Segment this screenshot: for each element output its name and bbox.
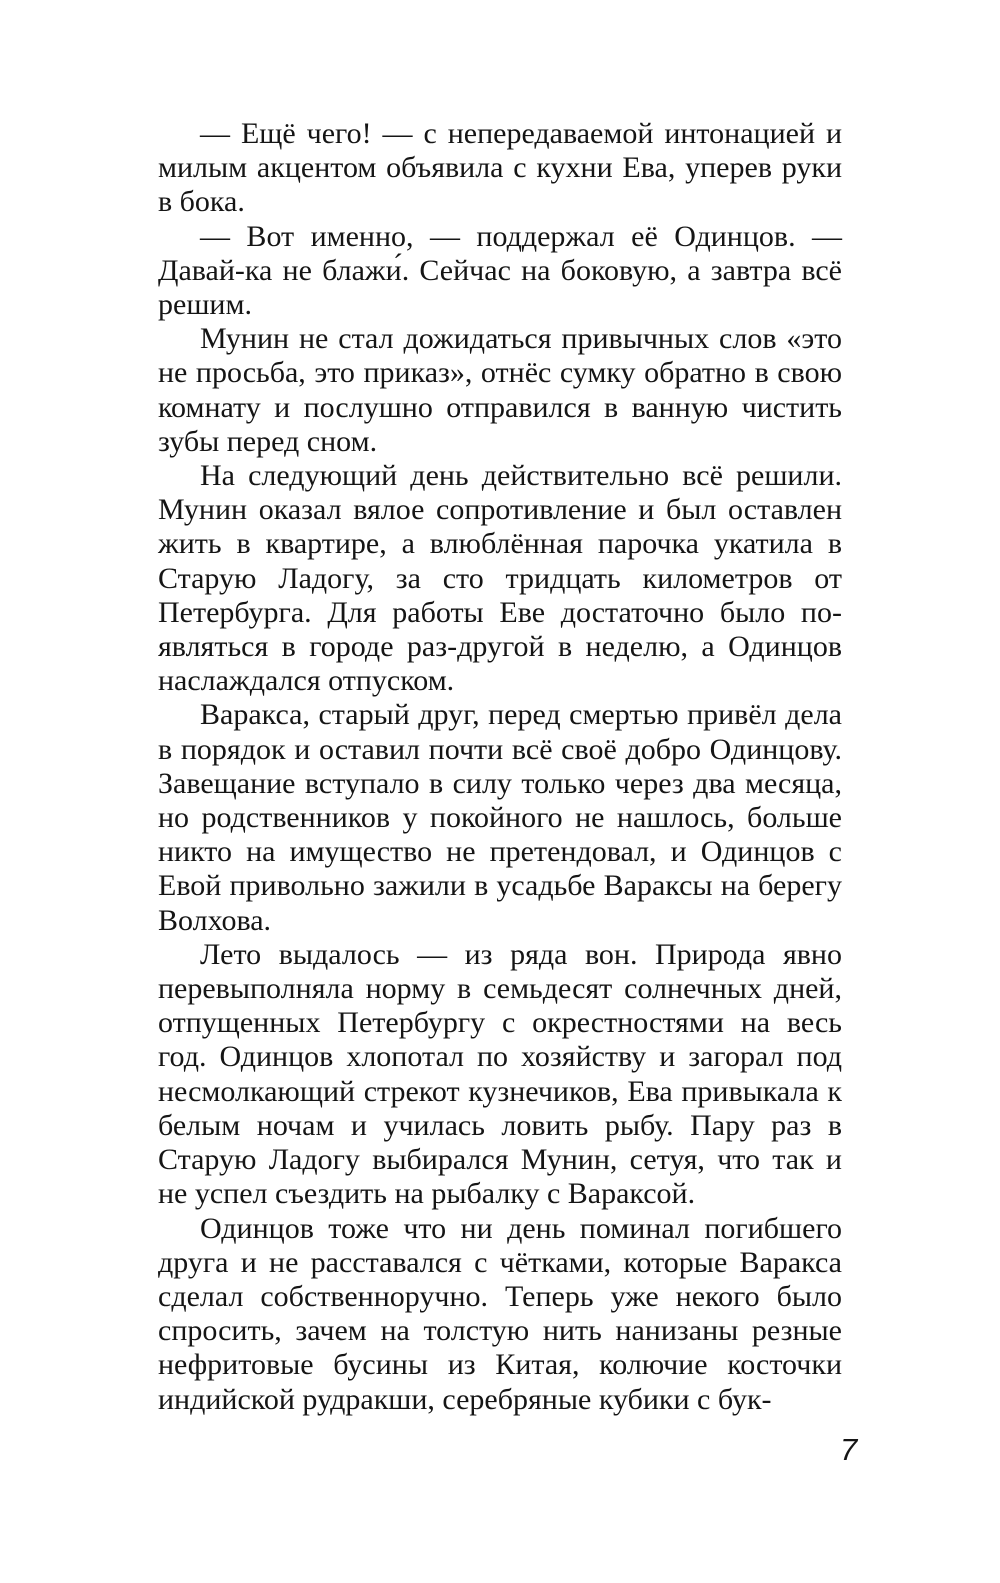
body-text	[158, 117, 842, 1417]
paragraph-3: Мунин не стал дожидаться привычных слов «это не просьба, это приказ», отнёс сумку обратно в свою комнату и послушно отправился в ванную чистить зубы перед сном.	[158, 322, 842, 458]
paragraph-7: Одинцов тоже что ни день поминал погибшего друга и не расставался с чётками, которые Варакса сделал собственноручно. Теперь уже некого было спросить, зачем на толстую нить нанизаны резные нефритовые бусины из Китая, колючие косточки индийской рудракши, серебряные кубики с бук-	[158, 1211, 842, 1416]
paragraph-5: Варакса, старый друг, перед смертью привёл дела в порядок и оставил почти всё своё добро Одинцову. Завещание вступало в силу только через два месяца, но родственников у покойного не нашлось, больше никто на имущество не претендовал, и Одинцов с Евой привольно зажили в усадьбе Вараксы на берегу Волхова.	[158, 698, 842, 937]
paragraph-4: На следующий день действительно всё решили. Мунин оказал вялое сопротивление и был оставлен жить в квартире, а влюблённая парочка укатила в Старую Ладогу, за сто тридцать километров от Петербурга. Для работы Еве достаточно было появляться в городе раз-другой в неделю, а Одинцов наслаждался отпуском.	[158, 459, 842, 698]
paragraph-6: Лето выдалось — из ряда вон. Природа явно перевыполняла норму в семьдесят солнечных дней, отпущенных Петербургу с окрестностями на весь год. Одинцов хлопотал по хозяйству и загорал под несмолкающий стрекот кузнечиков, Ева привыкала к белым ночам и училась ловить рыбу. Пару раз в Старую Ладогу выбирался Мунин, сетуя, что так и не успел съездить на рыбалку с Вараксой.	[158, 937, 842, 1211]
paragraph-1: — Ещё чего! — с непередаваемой интонацией и милым акцентом объявила с кухни Ева, уперев руки в бока.	[158, 117, 842, 219]
paragraph-2: — Вот именно, — поддержал её Одинцов. — Давай-ка не блажи́. Сейчас на боковую, а завтра всё решим.	[158, 219, 842, 322]
page-number: 7	[840, 1432, 858, 1467]
